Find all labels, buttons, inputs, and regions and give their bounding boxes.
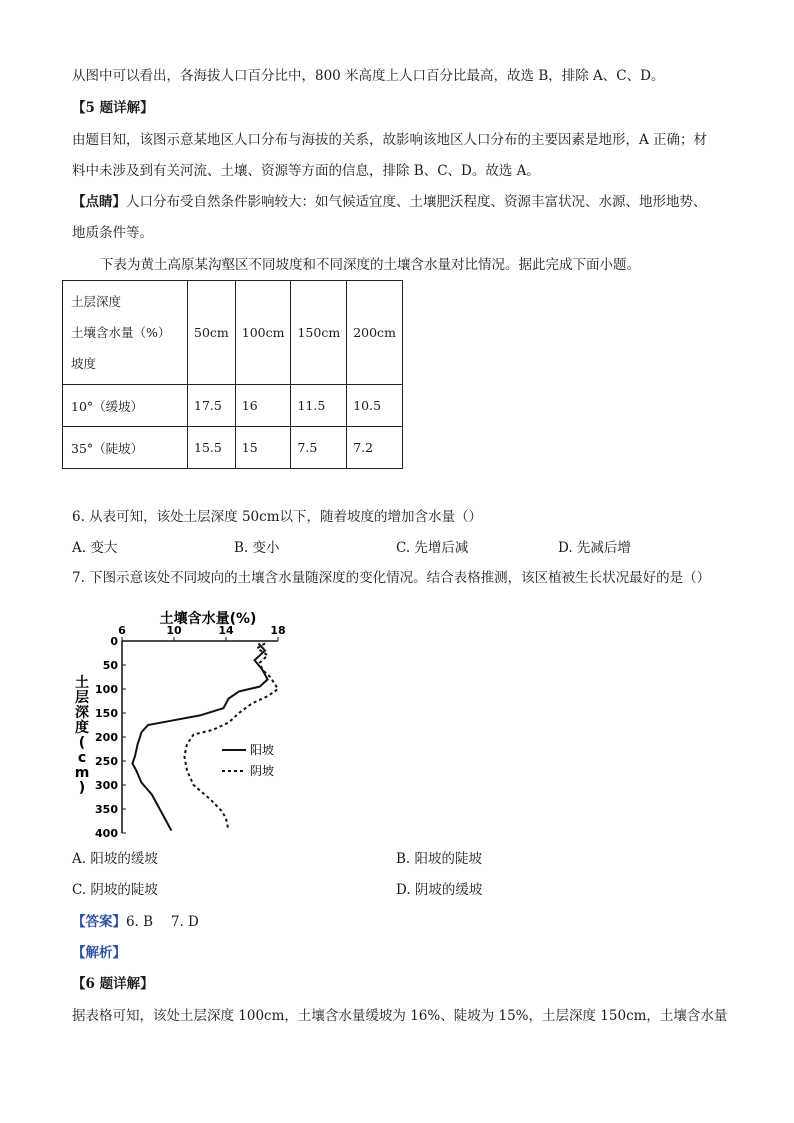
table-col-header: 200cm xyxy=(347,281,403,385)
table-intro: 下表为黄土高原某沟壑区不同坡度和不同深度的土壤含水量对比情况。据此完成下面小题。 xyxy=(100,257,640,273)
chart-title: 土壤含水量(%) xyxy=(159,611,257,627)
table-cell: 7.2 xyxy=(347,427,403,469)
q7-option-c: C. 阴坡的陡坡 xyxy=(72,882,158,898)
y-tick-label: 300 xyxy=(95,779,118,792)
heading-q6-detail: 【6 题详解】 xyxy=(72,976,154,992)
y-axis-label-char: 度 xyxy=(75,720,89,736)
y-axis-label-char: ( xyxy=(78,735,86,751)
paragraph-q5-line2: 料中未涉及到有关河流、土壤、资源等方面的信息，排除 B、C、D。故选 A。 xyxy=(72,163,540,179)
legend-label-shady: 阴坡 xyxy=(250,764,275,778)
series-line-shady-slope xyxy=(184,643,278,830)
y-axis-label-text xyxy=(75,674,90,796)
tip-label: 【点睛】 xyxy=(72,194,126,210)
table-cell: 15 xyxy=(235,427,291,469)
table-cell: 11.5 xyxy=(291,385,347,427)
y-axis-label-char: c xyxy=(77,750,87,766)
paragraph-q5-line1: 由题目知，该图示意某地区人口分布与海拔的关系，故影响该地区人口分布的主要因素是地形，A 正确；材 xyxy=(72,132,708,148)
tip-text: 人口分布受自然条件影响较大：如气候适宜度、土壤肥沃程度、资源丰富状况、水源、地形地势、 xyxy=(126,194,707,210)
question-7-stem: 7. 下图示意该处不同坡向的土壤含水量随深度的变化情况。结合表格推测，该区植被生长状况最好的是（） xyxy=(72,570,711,586)
y-tick-label: 400 xyxy=(95,827,118,840)
moisture-depth-chart xyxy=(66,603,306,848)
answer-label: 【答案】 xyxy=(72,914,126,930)
y-axis-label-char: 层 xyxy=(75,690,89,706)
table-col-header: 150cm xyxy=(291,281,347,385)
y-tick-label: 250 xyxy=(95,755,118,768)
table-header-row xyxy=(63,281,403,385)
answer-line xyxy=(72,912,199,932)
q7-option-a: A. 阳坡的缓坡 xyxy=(72,851,158,867)
paragraph-conclusion-4: 从图中可以看出，各海拔人口百分比中，800 米高度上人口百分比最高，故选 B，排除 A、C、D。 xyxy=(72,68,665,84)
q6-option-c: C. 先增后减 xyxy=(396,540,469,556)
table-row-label: 10°（缓坡） xyxy=(63,385,188,427)
header-moisture: 土壤含水量（%） xyxy=(71,325,171,340)
table-cell: 15.5 xyxy=(188,427,236,469)
x-tick-label: 6 xyxy=(118,624,126,637)
paragraph-tip-line2: 地质条件等。 xyxy=(72,225,153,241)
analysis-label: 【解析】 xyxy=(72,945,126,961)
x-tick-label: 18 xyxy=(270,624,286,637)
moisture-table xyxy=(62,280,403,469)
table-col-header: 50cm xyxy=(188,281,236,385)
y-tick-label: 350 xyxy=(95,803,118,816)
y-axis-label-char: 深 xyxy=(75,705,89,721)
series-line-sunny-slope xyxy=(132,643,267,830)
paragraph-q6-detail: 据表格可知，该处土层深度 100cm，土壤含水量缓坡为 16%、陡坡为 15%，土层深度 150cm，土壤含水量 xyxy=(72,1008,728,1024)
q6-option-a: A. 变大 xyxy=(72,540,118,556)
question-6-stem: 6. 从表可知，该处土层深度 50cm以下，随着坡度的增加含水量（） xyxy=(72,509,483,525)
paragraph-tip-line1 xyxy=(72,192,707,212)
y-axis-label-char: m xyxy=(74,765,90,781)
q7-option-d: D. 阴坡的缓坡 xyxy=(396,882,483,898)
q7-option-b: B. 阳坡的陡坡 xyxy=(396,851,483,867)
y-tick-label: 0 xyxy=(110,635,118,648)
y-tick-label: 100 xyxy=(95,683,118,696)
x-tick-label: 10 xyxy=(166,624,182,637)
y-axis-label-char: ) xyxy=(78,780,86,796)
y-axis-label-char: 土 xyxy=(75,675,89,691)
table-row-label: 35°（陡坡） xyxy=(63,427,188,469)
q6-option-d: D. 先减后增 xyxy=(558,540,631,556)
heading-q5-detail: 【5 题详解】 xyxy=(72,100,154,116)
table-cell: 7.5 xyxy=(291,427,347,469)
q6-option-b: B. 变小 xyxy=(234,540,280,556)
y-tick-label: 150 xyxy=(95,707,118,720)
legend xyxy=(222,742,274,778)
x-tick-label: 14 xyxy=(218,624,234,637)
legend-label-sunny: 阳坡 xyxy=(250,743,275,757)
y-axis-label xyxy=(75,674,90,796)
y-tick-label: 200 xyxy=(95,731,118,744)
table-cell: 10.5 xyxy=(347,385,403,427)
answer-text: 6. B 7. D xyxy=(126,914,199,930)
table-corner-header xyxy=(63,281,188,385)
table-col-header: 100cm xyxy=(235,281,291,385)
table-cell: 16 xyxy=(235,385,291,427)
series-layer xyxy=(132,643,278,830)
y-axis xyxy=(95,635,126,840)
header-depth: 土层深度 xyxy=(71,294,122,309)
table-row xyxy=(63,385,403,427)
y-tick-label: 50 xyxy=(102,659,118,672)
table-row xyxy=(63,427,403,469)
table-cell: 17.5 xyxy=(188,385,236,427)
header-slope: 坡度 xyxy=(71,356,97,371)
